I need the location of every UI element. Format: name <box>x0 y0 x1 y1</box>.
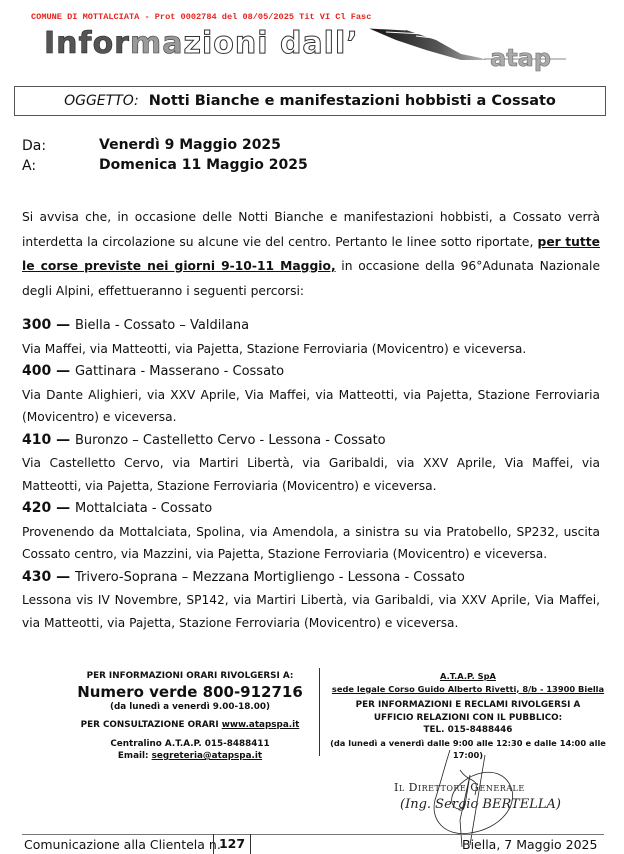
intro-emphasis: per tutte le corse previste nei giorni 9-10-11 Maggio, <box>22 234 601 273</box>
route-name: Biella - Cossato – Valdilana <box>74 318 250 333</box>
complaints-phone: TEL. 015-8488446 <box>423 725 513 735</box>
toll-free-number: Numero verde 800-912716 <box>77 682 303 701</box>
subject-box <box>14 86 606 116</box>
brand-title: Informazioni dall’ <box>44 26 359 61</box>
consult-line: PER CONSULTAZIONE ORARI www.atapspa.it <box>80 720 300 730</box>
from-label: Da: <box>22 138 47 154</box>
info-heading: PER INFORMAZIONI ORARI RIVOLGERSI A: <box>86 671 294 681</box>
logo-text: atap <box>490 44 552 72</box>
company-address: sede legale Corso Guido Alberto Rivetti, 8/b - 13900 Biella <box>331 683 605 694</box>
to-label: A: <box>22 158 37 174</box>
subject-label: OGGETTO: <box>64 93 139 109</box>
protocol-stamp: COMUNE DI MOTTALCIATA - Prot 0002784 del 08/05/2025 Tit VI Cl Fasc <box>31 12 372 22</box>
atap-logo <box>366 26 566 76</box>
route-item: 410 — Buronzo – Castelletto Cervo - Lessona - Cossato Via Castelletto Cervo, via Martiri Libertà, via Garibaldi, via XXV Aprile, Via Maffei, via Matteotti, via Pajetta, Stazione Ferroviaria (Movicentro) e viceversa. <box>22 429 600 498</box>
intro-paragraph: Si avvisa che, in occasione delle Notti Bianche e manifestazioni hobbisti, a Cossato verrà interdetta la circolazione su alcune vie del centro. Pertanto le linee sotto riportate, per tutte le corse previste nei giorni 9-10-11 Maggio, in occasione della 96°Adunata Nazionale degli Alpini, effettueranno i seguenti percorsi: <box>22 210 601 298</box>
route-name: Mottalciata - Cossato <box>74 501 213 516</box>
route-number: 420 <box>22 500 52 516</box>
route-item: 420 — Mottalciata - Cossato Provenendo da Mottalciata, Spolina, via Amendola, a sinistra su via Pratobello, SP232, uscita Cossato centro, via Mazzini, via Pajetta, Stazione Ferroviaria (Movicentro) e viceversa. <box>22 497 600 566</box>
route-item: 430 — Trivero-Soprana – Mezzana Mortigliengo - Lessona - Cossato Lessona vis IV Novembre, SP142, via Martiri Libertà, via Garibaldi, via XXV Aprile, Via Maffei, via Matteotti, via Pajetta, Stazione Ferroviaria (Movicentro) e viceversa. <box>22 566 600 635</box>
route-description: Via Dante Alighieri, via XXV Aprile, Via Maffei, via Matteotti, via Pajetta, Stazione Ferroviaria (Movicentro) e viceversa. <box>22 387 600 424</box>
route-description: Provenendo da Mottalciata, Spolina, via Amendola, a sinistra su via Pratobello, SP232, uscita Cossato centro, via Mazzini, via Pajetta, Stazione Ferroviaria (Movicentro) e viceversa. <box>22 524 600 561</box>
subject-text: Notti Bianche e manifestazioni hobbisti a Cossato <box>148 93 556 109</box>
email-line: Email: segreteria@atapspa.it <box>117 751 263 761</box>
route-name: Gattinara - Masserano - Cossato <box>74 364 285 379</box>
route-number: 410 <box>22 431 52 448</box>
email-link[interactable]: segreteria@atapspa.it <box>151 751 263 761</box>
route-description: Via Castelletto Cervo, via Martiri Libertà, via Garibaldi, via XXV Aprile, Via Maffei, via Matteotti, via Pajetta, Stazione Ferroviaria (Movicentro) e viceversa. <box>22 456 600 493</box>
route-number: 300 <box>22 317 52 333</box>
routes-list <box>22 314 600 634</box>
route-name: Trivero-Soprana – Mezzana Mortigliengo - Lessona - Cossato <box>74 569 465 585</box>
route-description: Lessona vis IV Novembre, SP142, via Martiri Libertà, via Garibaldi, via XXV Aprile, Via Maffei, via Matteotti, via Pajetta, Stazione Ferroviaria (Movicentro) e viceversa. <box>22 593 600 630</box>
complaints-line-1: PER INFORMAZIONI E RECLAMI RIVOLGERSI A <box>355 700 581 710</box>
communication-number: 127 <box>213 834 251 854</box>
route-number: 430 <box>22 568 52 585</box>
signer-title: Il Direttore Generale <box>394 781 525 794</box>
route-number: 400 <box>22 363 52 379</box>
website-link[interactable]: www.atapspa.it <box>221 720 300 730</box>
to-date: Domenica 11 Maggio 2025 <box>99 157 308 173</box>
contact-info-left <box>60 670 320 763</box>
signature-scribble <box>400 745 540 847</box>
place-date: Biella, 7 Maggio 2025 <box>462 837 598 852</box>
company-name: A.T.A.P. SpA <box>440 671 496 681</box>
signer-name: (Ing. Sergio BERTELLA) <box>400 797 561 812</box>
switchboard: Centralino A.T.A.P. 015-8488411 <box>110 738 270 749</box>
route-name: Buronzo – Castelletto Cervo - Lessona - Cossato <box>74 432 386 448</box>
route-description: Via Maffei, via Matteotti, via Pajetta, Stazione Ferroviaria (Movicentro) e viceversa. <box>22 341 527 356</box>
route-item: 400 — Gattinara - Masserano - Cossato Via Dante Alighieri, via XXV Aprile, Via Maffei, via Matteotti, via Pajetta, Stazione Ferroviaria (Movicentro) e viceversa. <box>22 360 600 429</box>
logo-swoosh <box>368 28 486 60</box>
toll-free-hours: (da lunedì a venerdì 9.00-18.00) <box>109 701 271 712</box>
communication-label: Comunicazione alla Clientela n. <box>24 837 221 852</box>
bottom-rule <box>22 834 604 835</box>
route-item: 300 — Biella - Cossato – Valdilana Via Maffei, via Matteotti, via Pajetta, Stazione Ferroviaria (Movicentro) e viceversa. <box>22 314 600 360</box>
complaints-hours: (da lunedì a venerdì dalle 9:00 alle 12:30 e dalle 14:00 alle 17:00) <box>330 737 606 760</box>
from-date: Venerdì 9 Maggio 2025 <box>99 137 281 153</box>
complaints-line-2: UFFICIO RELAZIONI CON IL PUBBLICO: <box>373 712 563 723</box>
